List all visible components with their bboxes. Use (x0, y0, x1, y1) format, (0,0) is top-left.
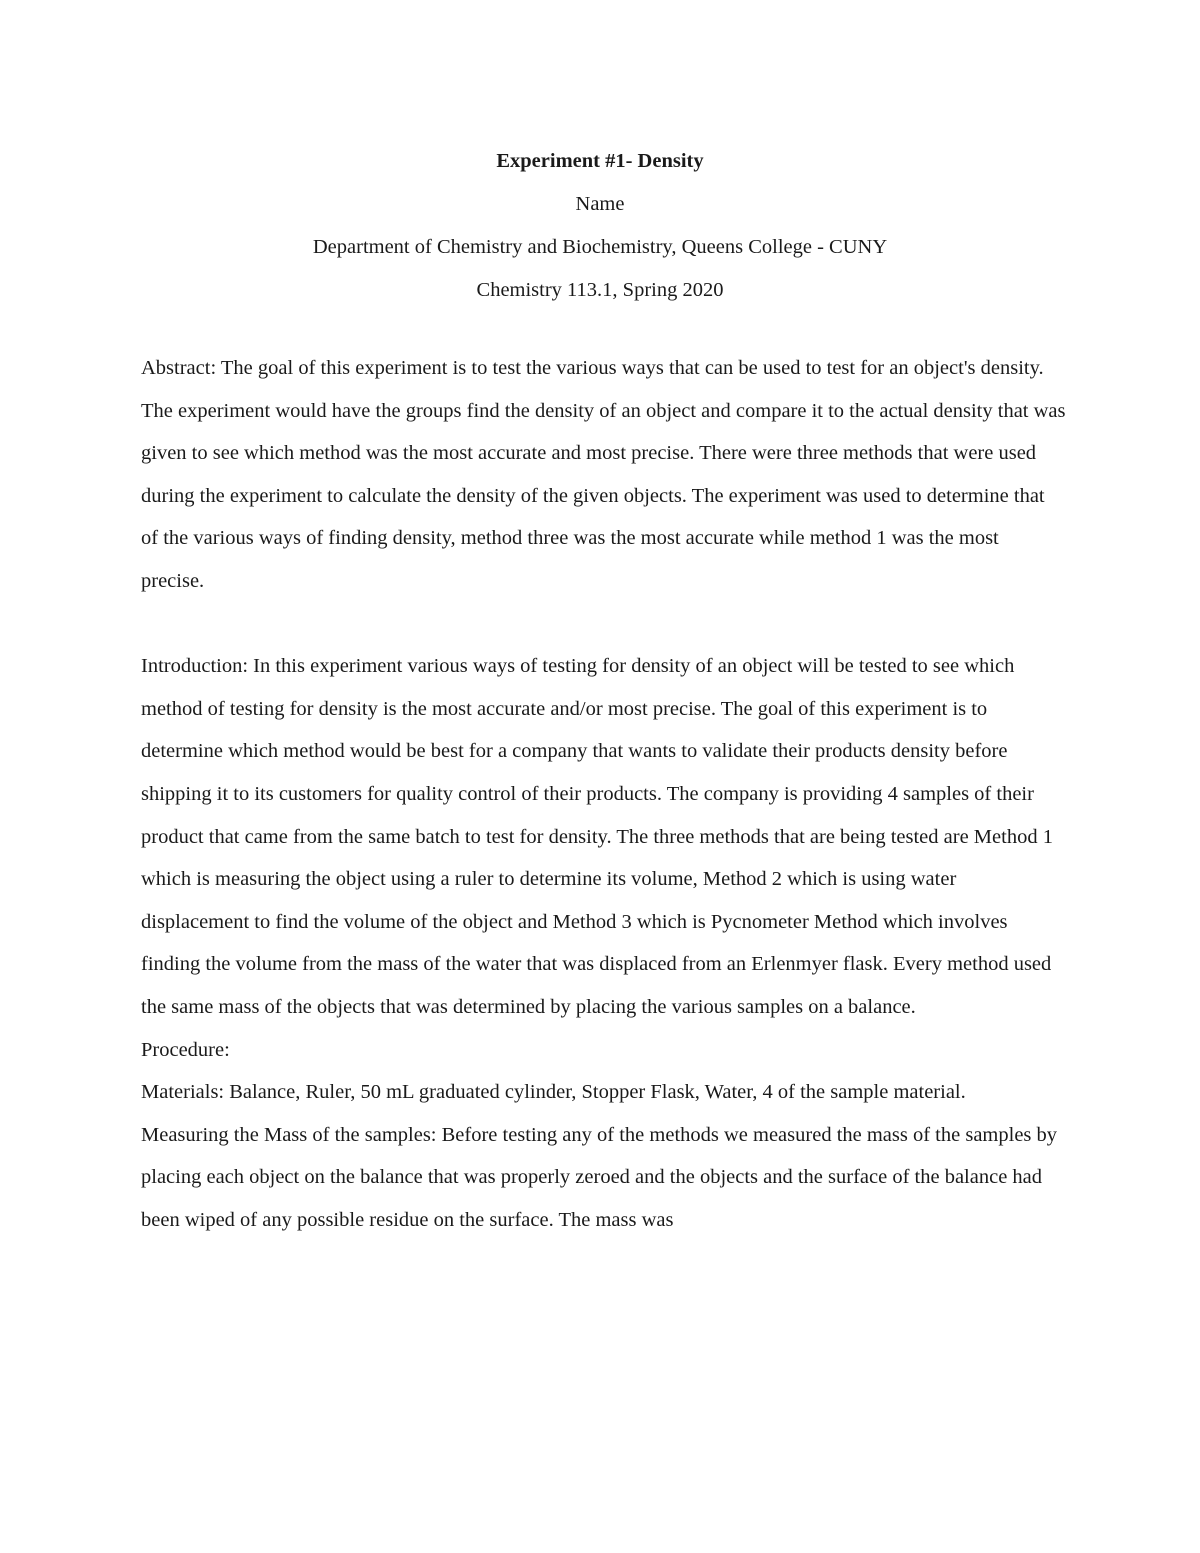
affiliation: Department of Chemistry and Biochemistry, Queens College - CUNY (312, 236, 888, 258)
document-header (0, 140, 1200, 312)
document-title: Experiment #1- Density (496, 150, 704, 172)
course-info: Chemistry 113.1, Spring 2020 (476, 279, 724, 301)
procedure-heading: Procedure: (141, 1038, 230, 1061)
abstract-paragraph: Abstract: The goal of this experiment is to test the various ways that can be used to test for an object's density. The experiment would have the groups find the density of an object and compare it to the actual density that was given to see which method was the most accurate and most precise. There were three methods that were used during the experiment to calculate the density of the given objects. The experiment was used to determine that of the various ways of finding density, method three was the most accurate while method 1 was the most precise. (141, 357, 1066, 592)
document-body (141, 347, 1066, 1241)
materials-paragraph: Materials: Balance, Ruler, 50 mL graduated cylinder, Stopper Flask, Water, 4 of the sample material. (141, 1081, 966, 1104)
introduction-paragraph: Introduction: In this experiment various ways of testing for density of an object will be tested to see which method of testing for density is the most accurate and/or most precise. The goal of this experiment is to determine which method would be best for a company that wants to validate their products density before shipping it to its customers for quality control of their products. The company is providing 4 samples of their product that came from the same batch to test for density. The three methods that are being tested are Method 1 which is measuring the object using a ruler to determine its volume, Method 2 which is using water displacement to find the volume of the object and Method 3 which is Pycnometer Method which involves finding the volume from the mass of the water that was displaced from an Erlenmyer flask. Every method used the same mass of the objects that was determined by placing the various samples on a balance. (141, 655, 1053, 1018)
author-name: Name (575, 193, 625, 215)
measuring-mass-paragraph: Measuring the Mass of the samples: Before testing any of the methods we measured the mass of the samples by placing each object on the balance that was properly zeroed and the objects and the surface of the balance had been wiped of any possible residue on the surface. The mass was (141, 1123, 1058, 1231)
paragraph-spacer (141, 603, 1066, 646)
